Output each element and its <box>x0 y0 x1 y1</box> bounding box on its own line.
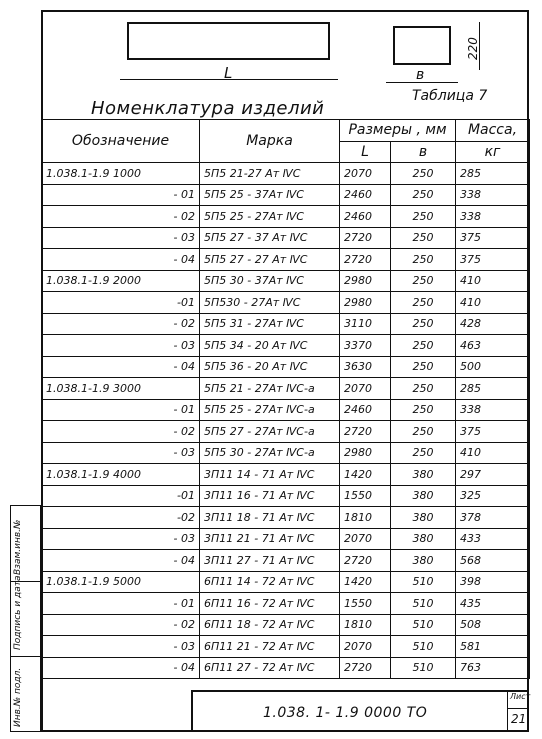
cell-width: 510 <box>391 657 456 679</box>
cell-length: 3110 <box>340 313 391 335</box>
cell-width: 250 <box>391 184 456 206</box>
cell-length: 2720 <box>340 421 391 443</box>
cell-length: 1550 <box>340 485 391 507</box>
cell-width: 510 <box>391 571 456 593</box>
cell-mass: 428 <box>456 313 530 335</box>
cell-width: 250 <box>391 313 456 335</box>
cell-mark: 5П5 30 - 37Ат ⅣС <box>200 270 340 292</box>
cell-designation: - 03 <box>42 528 200 550</box>
cell-mass: 338 <box>456 206 530 228</box>
cell-designation: -01 <box>42 485 200 507</box>
header-dimensions: Размеры , мм <box>340 120 456 142</box>
cell-width: 250 <box>391 249 456 271</box>
cell-designation: - 04 <box>42 550 200 572</box>
cell-designation: - 04 <box>42 356 200 378</box>
cell-designation: - 02 <box>42 313 200 335</box>
cell-width: 250 <box>391 270 456 292</box>
cell-mark: 5П5 34 - 20 Ат ⅣС <box>200 335 340 357</box>
table-row <box>42 507 530 529</box>
header-dim-b: в <box>391 141 456 163</box>
cell-mass: 433 <box>456 528 530 550</box>
table-row <box>42 356 530 378</box>
cell-mass: 338 <box>456 184 530 206</box>
cell-designation: - 03 <box>42 335 200 357</box>
table-row <box>42 184 530 206</box>
cell-width: 250 <box>391 421 456 443</box>
cell-designation: - 02 <box>42 421 200 443</box>
cell-length: 1810 <box>340 614 391 636</box>
header-dim-l: L <box>340 141 391 163</box>
cell-length: 2070 <box>340 378 391 400</box>
cell-length: 2070 <box>340 636 391 658</box>
cell-width: 380 <box>391 464 456 486</box>
cell-mass: 285 <box>456 378 530 400</box>
cell-mass: 398 <box>456 571 530 593</box>
beam-elevation-drawing <box>127 22 330 60</box>
cell-width: 250 <box>391 206 456 228</box>
beam-length-label: L <box>224 64 233 82</box>
table-row <box>42 270 530 292</box>
cell-mass: 581 <box>456 636 530 658</box>
cell-mark: 6П11 27 - 72 Ат ⅣС <box>200 657 340 679</box>
table-row <box>42 550 530 572</box>
table-row <box>42 399 530 421</box>
cell-mass: 463 <box>456 335 530 357</box>
header-designation: Обозначение <box>42 120 200 163</box>
table-row <box>42 528 530 550</box>
cell-designation: - 01 <box>42 593 200 615</box>
cell-designation: -02 <box>42 507 200 529</box>
section-height-label: 220 <box>466 37 480 60</box>
header-mass: Масса, <box>456 120 530 142</box>
cell-mass: 410 <box>456 292 530 314</box>
cell-mass: 285 <box>456 163 530 185</box>
sheet-number: 21 <box>511 712 527 726</box>
cell-length: 2460 <box>340 206 391 228</box>
cell-designation: 1.038.1-1.9 2000 <box>42 270 200 292</box>
cell-designation: - 03 <box>42 636 200 658</box>
cell-mark: 5П5 21 - 27Ат ⅣС-а <box>200 378 340 400</box>
cell-mass: 297 <box>456 464 530 486</box>
cell-designation: - 02 <box>42 206 200 228</box>
table-row <box>42 464 530 486</box>
table-row <box>42 485 530 507</box>
cell-width: 250 <box>391 163 456 185</box>
cell-mass: 435 <box>456 593 530 615</box>
cell-designation: 1.038.1-1.9 3000 <box>42 378 200 400</box>
table-row <box>42 636 530 658</box>
cell-length: 2720 <box>340 249 391 271</box>
cell-designation: 1.038.1-1.9 5000 <box>42 571 200 593</box>
table-row <box>42 378 530 400</box>
sheet-label: Лист <box>510 692 531 701</box>
cell-mass: 375 <box>456 421 530 443</box>
table-row <box>42 442 530 464</box>
table-row <box>42 313 530 335</box>
cell-width: 510 <box>391 636 456 658</box>
cell-width: 380 <box>391 528 456 550</box>
document-code: 1.038. 1- 1.9 0000 ТО <box>263 705 428 721</box>
cell-width: 250 <box>391 335 456 357</box>
cell-width: 380 <box>391 550 456 572</box>
cell-mark: 3П11 21 - 71 Ат ⅣС <box>200 528 340 550</box>
cell-mass: 568 <box>456 550 530 572</box>
cell-length: 1550 <box>340 593 391 615</box>
cell-mark: 5П530 - 27Ат ⅣС <box>200 292 340 314</box>
cell-mark: 6П11 21 - 72 Ат ⅣС <box>200 636 340 658</box>
cell-width: 510 <box>391 614 456 636</box>
cell-mark: 6П11 16 - 72 Ат ⅣС <box>200 593 340 615</box>
cell-width: 250 <box>391 378 456 400</box>
sheet-cell-divider <box>507 708 529 709</box>
cell-width: 380 <box>391 507 456 529</box>
cell-mark: 3П11 18 - 71 Ат ⅣС <box>200 507 340 529</box>
cell-designation: - 02 <box>42 614 200 636</box>
cell-mark: 5П5 25 - 37Ат ⅣС <box>200 184 340 206</box>
cell-mark: 3П11 14 - 71 Ат ⅣС <box>200 464 340 486</box>
table-row <box>42 657 530 679</box>
cell-designation: 1.038.1-1.9 4000 <box>42 464 200 486</box>
table-row <box>42 571 530 593</box>
cell-length: 2070 <box>340 528 391 550</box>
table-row <box>42 163 530 185</box>
cell-length: 2980 <box>340 442 391 464</box>
nomenclature-title: Номенклатура изделий <box>91 98 325 119</box>
table-row <box>42 614 530 636</box>
cell-mark: 5П5 31 - 27Ат ⅣС <box>200 313 340 335</box>
cell-designation: - 01 <box>42 399 200 421</box>
table-row <box>42 292 530 314</box>
cell-mark: 5П5 27 - 27Ат ⅣС-а <box>200 421 340 443</box>
cell-width: 250 <box>391 227 456 249</box>
cell-mass: 500 <box>456 356 530 378</box>
cell-mark: 5П5 25 - 27Ат ⅣС-а <box>200 399 340 421</box>
cell-mass: 378 <box>456 507 530 529</box>
cell-length: 2720 <box>340 550 391 572</box>
cell-width: 250 <box>391 292 456 314</box>
cell-designation: - 01 <box>42 184 200 206</box>
cell-length: 1420 <box>340 571 391 593</box>
cell-mass: 410 <box>456 270 530 292</box>
cell-designation: 1.038.1-1.9 1000 <box>42 163 200 185</box>
cell-mark: 5П5 27 - 27 Ат ⅣС <box>200 249 340 271</box>
section-width-label: в <box>416 67 425 83</box>
cell-width: 250 <box>391 356 456 378</box>
beam-cross-section-drawing <box>393 26 451 65</box>
nomenclature-table <box>41 119 530 679</box>
cell-length: 3630 <box>340 356 391 378</box>
cell-mark: 3П11 16 - 71 Ат ⅣС <box>200 485 340 507</box>
cell-mark: 5П5 25 - 27Ат ⅣС <box>200 206 340 228</box>
cell-mass: 325 <box>456 485 530 507</box>
cell-mass: 375 <box>456 227 530 249</box>
cell-designation: -01 <box>42 292 200 314</box>
cell-length: 2980 <box>340 292 391 314</box>
cell-length: 1420 <box>340 464 391 486</box>
cell-designation: - 03 <box>42 442 200 464</box>
cell-width: 250 <box>391 442 456 464</box>
cell-mark: 3П11 27 - 71 Ат ⅣС <box>200 550 340 572</box>
side-stamp-signature-date: Подпись и дата <box>13 575 23 650</box>
cell-width: 380 <box>391 485 456 507</box>
cell-length: 1810 <box>340 507 391 529</box>
cell-mass: 338 <box>456 399 530 421</box>
table-row <box>42 227 530 249</box>
cell-mark: 6П11 14 - 72 Ат ⅣС <box>200 571 340 593</box>
cell-mark: 6П11 18 - 72 Ат ⅣС <box>200 614 340 636</box>
cell-mark: 5П5 21-27 Ат ⅣС <box>200 163 340 185</box>
cell-mass: 410 <box>456 442 530 464</box>
table-row <box>42 335 530 357</box>
cell-length: 2720 <box>340 227 391 249</box>
cell-mark: 5П5 36 - 20 Ат ⅣС <box>200 356 340 378</box>
table-row <box>42 249 530 271</box>
cell-mass: 508 <box>456 614 530 636</box>
table-number: Таблица 7 <box>412 88 488 104</box>
cell-designation: - 04 <box>42 657 200 679</box>
table-row <box>42 206 530 228</box>
cell-mark: 5П5 30 - 27Ат ⅣС-а <box>200 442 340 464</box>
cell-length: 3370 <box>340 335 391 357</box>
header-mass-unit: кг <box>456 141 530 163</box>
cell-length: 2460 <box>340 399 391 421</box>
side-stamp-replacement-inv: Взам.инв.№ <box>13 519 23 575</box>
table-row <box>42 593 530 615</box>
cell-length: 2070 <box>340 163 391 185</box>
cell-length: 2460 <box>340 184 391 206</box>
cell-width: 250 <box>391 399 456 421</box>
cell-length: 2980 <box>340 270 391 292</box>
cell-mark: 5П5 27 - 37 Ат ⅣС <box>200 227 340 249</box>
header-mark: Марка <box>200 120 340 163</box>
cell-mass: 763 <box>456 657 530 679</box>
table-row <box>42 421 530 443</box>
cell-length: 2720 <box>340 657 391 679</box>
cell-designation: - 03 <box>42 227 200 249</box>
cell-width: 510 <box>391 593 456 615</box>
cell-designation: - 04 <box>42 249 200 271</box>
side-stamp-original-inv: Инв.№ подл. <box>13 667 23 727</box>
side-stamp-divider <box>11 656 40 657</box>
cell-mass: 375 <box>456 249 530 271</box>
